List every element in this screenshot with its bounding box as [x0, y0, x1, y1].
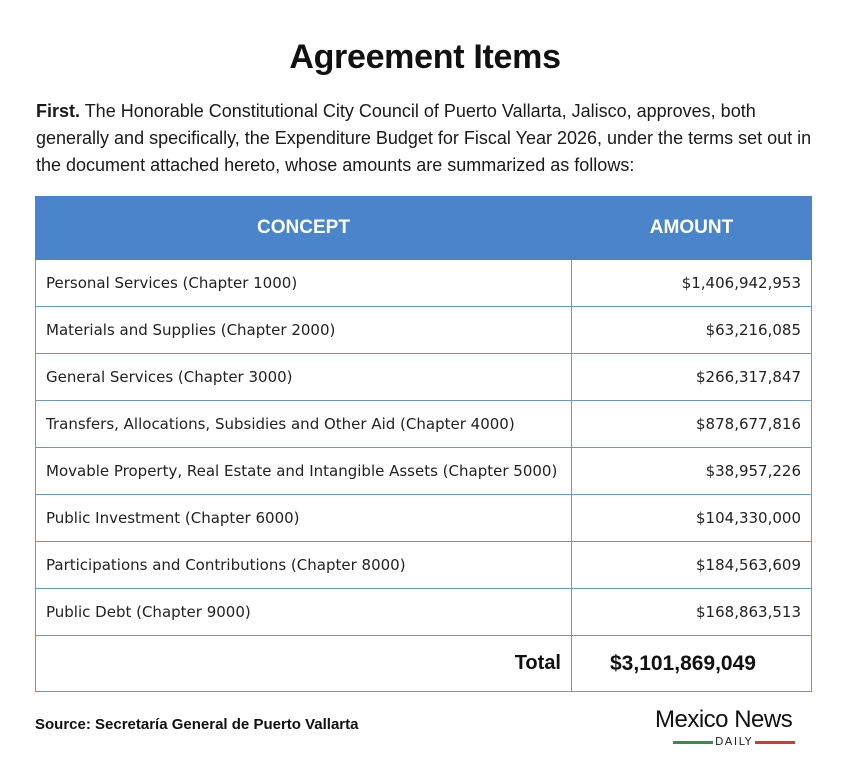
total-row — [36, 636, 812, 692]
table-row — [36, 401, 812, 448]
amount-cell: $184,563,609 — [572, 542, 812, 589]
concept-cell: Transfers, Allocations, Subsidies and Other Aid (Chapter 4000) — [36, 401, 572, 448]
table-row — [36, 354, 812, 401]
amount-cell: $168,863,513 — [572, 589, 812, 636]
amount-cell: $266,317,847 — [572, 354, 812, 401]
concept-cell: Public Investment (Chapter 6000) — [36, 495, 572, 542]
page-title: Agreement Items — [289, 38, 561, 76]
logo-sub: DAILY — [715, 735, 753, 748]
intro-lead: First. — [36, 101, 81, 121]
concept-cell: Public Debt (Chapter 9000) — [36, 589, 572, 636]
mexico-news-daily-logo — [655, 706, 815, 752]
amount-cell: $63,216,085 — [572, 307, 812, 354]
table-row — [36, 589, 812, 636]
source-note: Source: Secretaría General de Puerto Vallarta — [35, 716, 359, 733]
concept-cell: Materials and Supplies (Chapter 2000) — [36, 307, 572, 354]
intro-text: The Honorable Constitutional City Council of Puerto Vallarta, Jalisco, approves, both generally and specifically, the Expenditure Budget for Fiscal Year 2026, under the terms set out in the document attached hereto, whose amounts are summarized as follows: — [36, 101, 812, 175]
table-row — [36, 495, 812, 542]
logo-green-bar — [673, 741, 713, 744]
amount-cell: $1,406,942,953 — [572, 260, 812, 307]
total-value: $3,101,869,049 — [572, 636, 812, 692]
concept-cell: Personal Services (Chapter 1000) — [36, 260, 572, 307]
table-row — [36, 542, 812, 589]
table-header-row — [36, 197, 812, 260]
budget-table — [35, 196, 812, 692]
table-row — [36, 448, 812, 495]
logo-red-bar — [755, 741, 795, 744]
amount-cell: $104,330,000 — [572, 495, 812, 542]
concept-cell: Movable Property, Real Estate and Intangible Assets (Chapter 5000) — [36, 448, 572, 495]
logo-name: Mexico News — [655, 706, 793, 733]
amount-cell: $878,677,816 — [572, 401, 812, 448]
total-label: Total — [36, 636, 572, 692]
intro-paragraph — [36, 98, 820, 179]
column-header-concept: CONCEPT — [36, 197, 572, 260]
column-header-amount: AMOUNT — [572, 197, 812, 260]
concept-cell: General Services (Chapter 3000) — [36, 354, 572, 401]
amount-cell: $38,957,226 — [572, 448, 812, 495]
concept-cell: Participations and Contributions (Chapter 8000) — [36, 542, 572, 589]
table-row — [36, 260, 812, 307]
table-row — [36, 307, 812, 354]
